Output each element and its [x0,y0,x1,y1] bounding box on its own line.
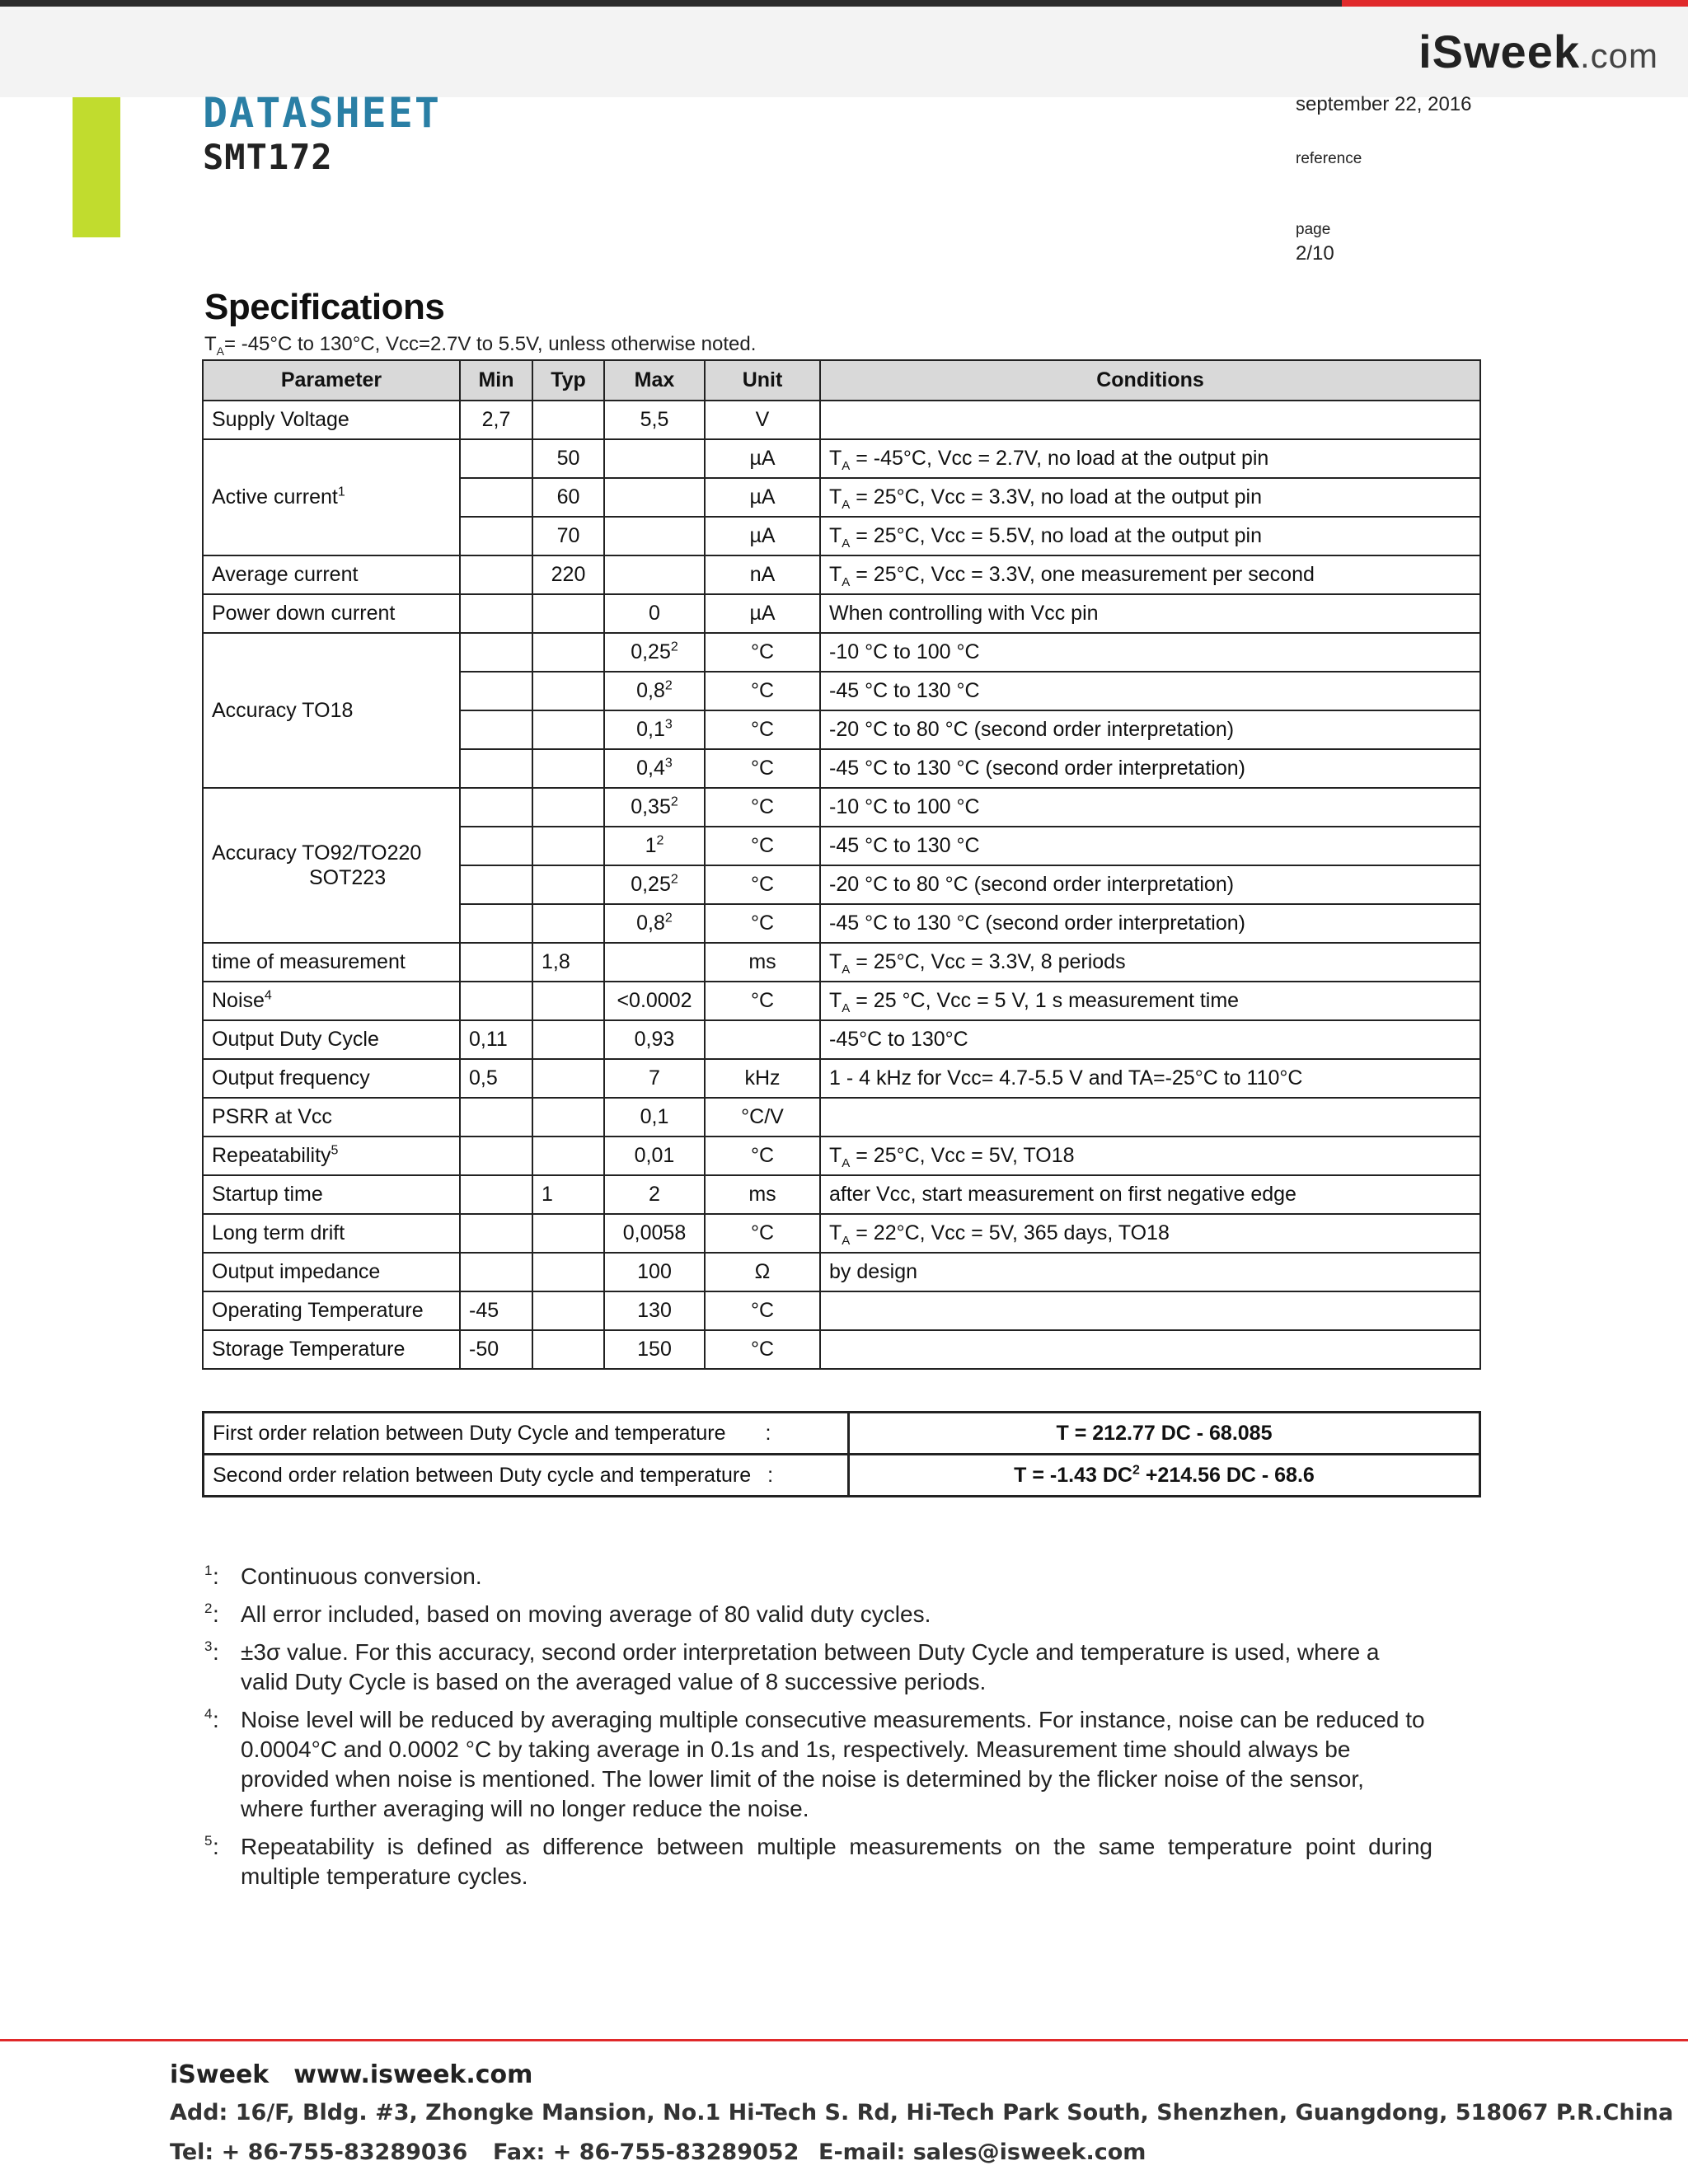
table-row [203,1214,1480,1253]
typ-cell: 1,8 [532,943,604,982]
cond-cell [820,401,1480,439]
unit-cell: °C [705,788,820,827]
max-cell [604,555,705,594]
table-header-row [203,360,1480,401]
min-cell [460,672,532,710]
unit-cell: °C [705,633,820,672]
cond-cell: $T_A = 25^\circ C$, Vcc = 3.3V, 8 periods [820,943,1480,982]
param-cell: time of measurement [203,943,460,982]
param-cell: Accuracy TO18 [203,633,460,788]
unit-cell: °C [705,827,820,865]
max-cell [604,478,705,517]
table-row [203,788,1480,827]
min-cell [460,478,532,517]
footnote: 1 : Continuous conversion. [204,1563,482,1589]
footer-address: Add: 16/F, Bldg. #3, Zhongke Mansion, No.1 Hi-Tech S. Rd, Hi-Tech Park South, Shenzhen, Guangdong, 518067 P.R.China [170,2100,1674,2125]
param-cell: Output impedance [203,1253,460,1291]
min-cell [460,827,532,865]
max-cell: 0,25$^2$ [604,633,705,672]
header-cell: Max [604,360,705,401]
table-row [203,943,1480,982]
section-note: $T_A= -45^\circ C$ to 130°C, Vcc=2.7V to 5.5V, unless otherwise noted. [204,333,757,358]
unit-cell: Ω [705,1253,820,1291]
max-cell: 0,0058 [604,1214,705,1253]
max-cell: $0,8^2$ [604,904,705,943]
footer-contacts [170,2139,1146,2165]
cond-cell [820,1098,1480,1137]
max-cell: $0,4^3$ [604,749,705,788]
relation-equation: T = -1.43 $DC^2 +214.56$ DC - 68.6 [849,1455,1480,1497]
param-cell: Average current [203,555,460,594]
footnote: 2 : All error included, based on moving average of 80 valid duty cycles. [204,1601,931,1627]
table-row [203,1098,1480,1137]
table-row [203,1137,1480,1175]
footer-brand: iSweek [170,2060,270,2089]
max-cell: $1^2$ [604,827,705,865]
logo-main: iSweek [1418,26,1580,77]
footer-divider [0,2039,1688,2041]
typ-cell [532,749,604,788]
typ-cell [532,1330,604,1369]
min-cell [460,749,532,788]
cond-cell: -45°C to 130°C [820,1020,1480,1059]
min-cell [460,865,532,904]
cond-cell: by design [820,1253,1480,1291]
max-cell: 130 [604,1291,705,1330]
table-row [203,1330,1480,1369]
unit-cell: µA [705,517,820,555]
max-cell: 0,93 [604,1020,705,1059]
accent-bar [73,97,120,237]
unit-cell: °C [705,904,820,943]
min-cell: 0,5 [460,1059,532,1098]
relation-row [204,1455,1480,1497]
unit-cell: kHz [705,1059,820,1098]
max-cell: 0 [604,594,705,633]
typ-cell [532,672,604,710]
unit-cell: µA [705,478,820,517]
typ-cell [532,633,604,672]
param-cell: PSRR at Vcc [203,1098,460,1137]
min-cell [460,788,532,827]
max-cell: 0,25$^2$ [604,865,705,904]
min-cell [460,1214,532,1253]
unit-cell: °C [705,982,820,1020]
typ-cell [532,1214,604,1253]
param-cell: Active current$^1$ [203,439,460,555]
cond-cell: $T_A = 25^\circ C$, Vcc = 3.3V, no load at the output pin [820,478,1480,517]
min-cell [460,1098,532,1137]
max-cell: 100 [604,1253,705,1291]
max-cell: 0,1 [604,1098,705,1137]
typ-cell [532,594,604,633]
typ-cell: 70 [532,517,604,555]
unit-cell: °C [705,749,820,788]
param-cell: Storage Temperature [203,1330,460,1369]
cond-cell: -20 °C to 80 °C (second order interpretation) [820,710,1480,749]
typ-cell [532,865,604,904]
min-cell [460,710,532,749]
specifications-table [202,359,1481,1370]
unit-cell: °C [705,1137,820,1175]
relations-table [202,1411,1481,1497]
max-cell [604,517,705,555]
param-cell: Output Duty Cycle [203,1020,460,1059]
brand-logo [1418,25,1658,78]
unit-cell: °C/V [705,1098,820,1137]
typ-cell: 220 [532,555,604,594]
unit-cell: °C [705,1291,820,1330]
param-cell: Power down current [203,594,460,633]
typ-cell: 60 [532,478,604,517]
min-cell [460,517,532,555]
max-cell: <0.0002 [604,982,705,1020]
header-cell: Unit [705,360,820,401]
unit-cell: °C [705,710,820,749]
table-row [203,633,1480,672]
unit-cell: ms [705,943,820,982]
unit-cell: °C [705,1330,820,1369]
min-cell [460,555,532,594]
cond-cell: -45 °C to 130 °C (second order interpretation) [820,749,1480,788]
typ-cell: 1 [532,1175,604,1214]
max-cell: 2 [604,1175,705,1214]
min-cell [460,439,532,478]
param-cell: Long term drift [203,1214,460,1253]
header-cell: Typ [532,360,604,401]
min-cell: -45 [460,1291,532,1330]
section-title: Specifications [204,287,445,327]
cond-cell: $T_A = 25^\circ C$, Vcc = 3.3V, one measurement per second [820,555,1480,594]
min-cell: 2,7 [460,401,532,439]
cond-cell: -45 °C to 130 °C (second order interpretation) [820,904,1480,943]
max-cell: $0,8^2$ [604,672,705,710]
max-cell: 7 [604,1059,705,1098]
cond-cell: 1 - 4 kHz for Vcc= 4.7-5.5 V and TA=-25°C to 110°C [820,1059,1480,1098]
cond-cell: -10 °C to 100 °C [820,633,1480,672]
min-cell [460,982,532,1020]
relation-equation: T = 212.77 DC - 68.085 [849,1413,1480,1455]
cond-cell: after Vcc, start measurement on first negative edge [820,1175,1480,1214]
footer-fax: Fax: + 86-755-83289052 [493,2139,799,2165]
footnote: 5 : Repeatability is defined as difference between multiple measurements on the same temperature point during multiple temperature cycles. [204,1833,1432,1889]
param-cell: Operating Temperature [203,1291,460,1330]
product-name: SMT172 [203,137,333,177]
max-cell: 0,01 [604,1137,705,1175]
param-cell: Output frequency [203,1059,460,1098]
max-cell: 150 [604,1330,705,1369]
max-cell: 0,35$^2$ [604,788,705,827]
cond-cell: $T_A = 25$ °C, Vcc = 5 V, 1 s measurement time [820,982,1480,1020]
min-cell: -50 [460,1330,532,1369]
doc-type-title: DATASHEET [203,89,441,137]
header-cell: Parameter [203,360,460,401]
typ-cell [532,982,604,1020]
unit-cell: °C [705,1214,820,1253]
unit-cell: °C [705,672,820,710]
typ-cell [532,710,604,749]
cond-cell: -10 °C to 100 °C [820,788,1480,827]
page-label: page [1296,221,1331,238]
cond-cell: When controlling with Vcc pin [820,594,1480,633]
table-row [203,1291,1480,1330]
doc-date: september 22, 2016 [1296,93,1472,115]
footer-brand-line [170,2060,532,2089]
min-cell [460,1137,532,1175]
param-cell: Supply Voltage [203,401,460,439]
typ-cell: 50 [532,439,604,478]
unit-cell: µA [705,594,820,633]
typ-cell [532,827,604,865]
top-border-accent [1342,0,1688,7]
cond-cell: -45 °C to 130 °C [820,827,1480,865]
max-cell [604,943,705,982]
page-number: 2/10 [1296,242,1334,265]
cond-cell [820,1330,1480,1369]
param-cell: Repeatability$^5$ [203,1137,460,1175]
typ-cell [532,1137,604,1175]
table-row [203,555,1480,594]
footer-website-link[interactable]: www.isweek.com [293,2060,533,2089]
min-cell [460,633,532,672]
footnotes [204,1562,1432,1900]
param-cell: Startup time [203,1175,460,1214]
cond-cell: $T_A = 25^\circ C$, Vcc = 5.5V, no load at the output pin [820,517,1480,555]
table-row [203,1020,1480,1059]
min-cell [460,594,532,633]
max-cell [604,439,705,478]
typ-cell [532,904,604,943]
cond-cell: -20 °C to 80 °C (second order interpretation) [820,865,1480,904]
footnote: 4 : Noise level will be reduced by averaging multiple consecutive measurements. For instance, noise can be reduced to 0.0004°C and 0.0002 °C by taking average in 0.1s and 1s, respectively. Measurement time should always be provided when noise is mentioned. The lower limit of the noise is determined by the flicker noise of the sensor, where further averaging will no longer reduce the noise. [204,1706,1425,1821]
header-cell: Conditions [820,360,1480,401]
typ-cell [532,788,604,827]
param-cell: Noise$^4$ [203,982,460,1020]
cond-cell: $T_A = 25^\circ C$, Vcc = 5V, TO18 [820,1137,1480,1175]
typ-cell [532,1253,604,1291]
unit-cell: µA [705,439,820,478]
cond-cell: $T_A = 22^\circ C$, Vcc = 5V, 365 days, TO18 [820,1214,1480,1253]
typ-cell [532,1059,604,1098]
unit-cell: ms [705,1175,820,1214]
unit-cell: °C [705,865,820,904]
logo-suffix: .com [1579,36,1658,75]
relation-row [204,1413,1480,1455]
unit-cell [705,1020,820,1059]
max-cell: 5,5 [604,401,705,439]
typ-cell [532,1020,604,1059]
table-row [203,1175,1480,1214]
unit-cell: V [705,401,820,439]
table-row [203,594,1480,633]
min-cell [460,1253,532,1291]
unit-cell: nA [705,555,820,594]
min-cell [460,1175,532,1214]
footer-email-link[interactable]: E-mail: sales@isweek.com [818,2139,1146,2165]
max-cell: $0,1^3$ [604,710,705,749]
min-cell [460,943,532,982]
relation-label: Second order relation between Duty cycle and temperature : [204,1455,849,1497]
cond-cell [820,1291,1480,1330]
cond-cell: -45 °C to 130 °C [820,672,1480,710]
reference-label: reference [1296,150,1362,167]
min-cell [460,904,532,943]
min-cell: 0,11 [460,1020,532,1059]
typ-cell [532,1098,604,1137]
table-row [203,1059,1480,1098]
cond-cell: $T_A = -45^\circ C$, Vcc = 2.7V, no load at the output pin [820,439,1480,478]
typ-cell [532,401,604,439]
typ-cell [532,1291,604,1330]
table-row [203,982,1480,1020]
table-row [203,439,1480,478]
footnote: 3 : ±3σ value. For this accuracy, second order interpretation between Duty Cycle and temperature is used, where a valid Duty Cycle is based on the averaged value of 8 successive periods. [204,1638,1380,1694]
relation-label: First order relation between Duty Cycle and temperature : [204,1413,849,1455]
header-cell: Min [460,360,532,401]
table-row [203,1253,1480,1291]
footer-tel: Tel: + 86-755-83289036 [170,2139,468,2165]
table-row [203,401,1480,439]
param-cell: Accuracy TO92/TO220 SOT223 [203,788,460,943]
